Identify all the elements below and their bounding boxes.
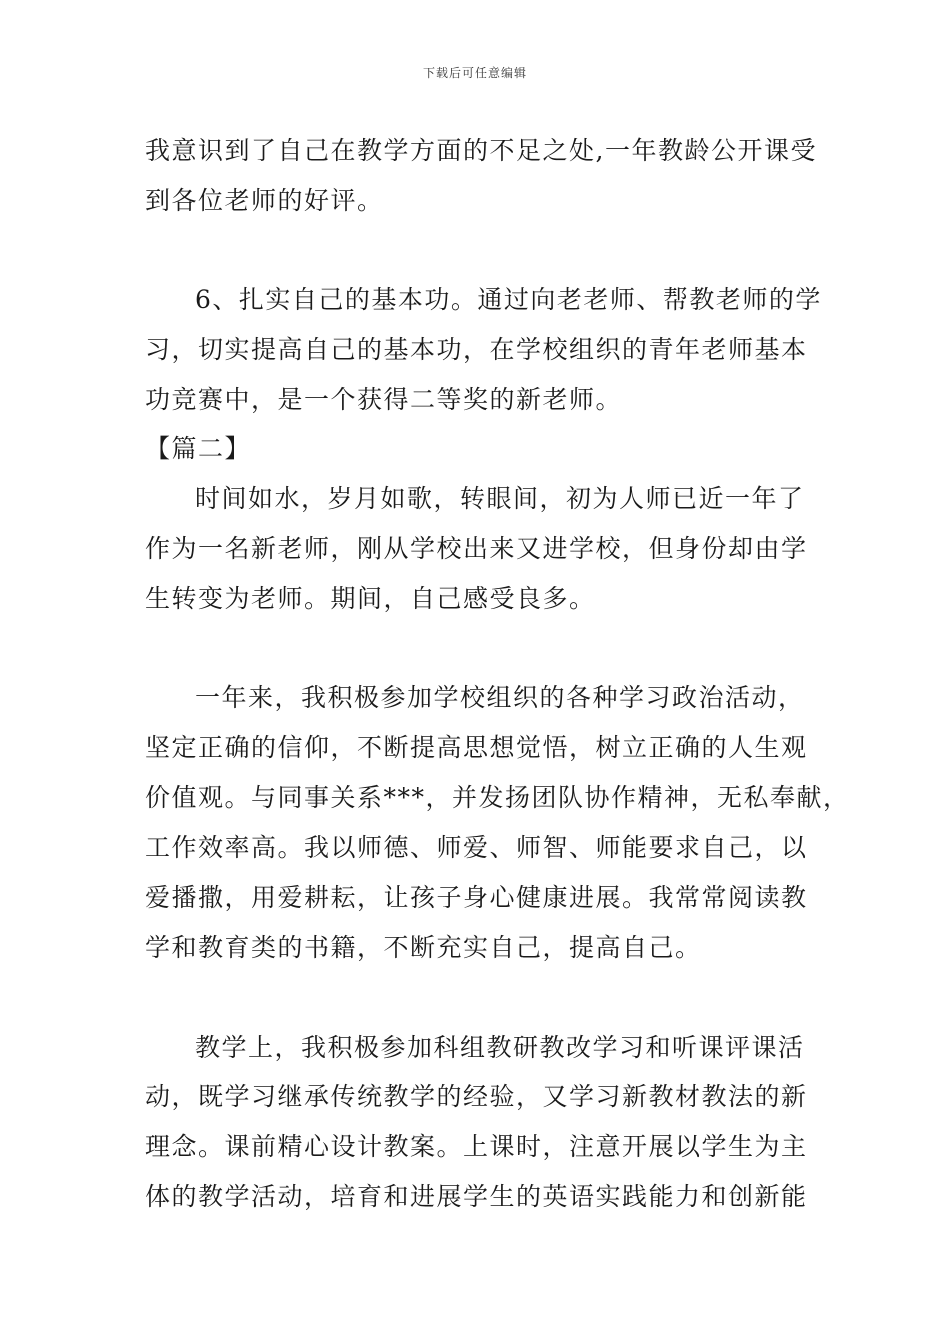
text-line: 坚定正确的信仰，不断提高思想觉悟，树立正确的人生观	[145, 733, 808, 762]
text-line: 6、扎实自己的基本功。通过向老老师、帮教老师的学	[195, 285, 822, 314]
section-heading: 【篇二】	[145, 434, 252, 463]
page-header: 下载后可任意编辑	[422, 66, 527, 80]
text-line: 体的教学活动，培育和进展学生的英语实践能力和创新能	[145, 1182, 808, 1211]
text-line: 理念。课前精心设计教案。上课时，注意开展以学生为主	[145, 1132, 808, 1161]
text-line: 习，切实提高自己的基本功，在学校组织的青年老师基本	[145, 335, 808, 364]
text-line: 动，既学习继承传统教学的经验，又学习新教材教法的新	[145, 1082, 808, 1111]
text-line: 工作效率高。我以师德、师爱、师智、师能要求自己，以	[145, 833, 808, 862]
text-line: 爱播撒，用爱耕耘，让孩子身心健康进展。我常常阅读教	[145, 883, 808, 912]
text-line: 教学上，我积极参加科组教研教改学习和听课评课活	[195, 1033, 805, 1062]
text-line: 我意识到了自己在教学方面的不足之处,一年教龄公开课受	[145, 136, 817, 165]
text-line: 时间如水，岁月如歌，转眼间，初为人师已近一年了	[195, 484, 805, 513]
text-line: 到各位老师的好评。	[145, 186, 384, 215]
text-line: 功竞赛中，是一个获得二等奖的新老师。	[145, 385, 623, 414]
text-line: 生转变为老师。期间，自己感受良多。	[145, 584, 596, 613]
text-line: 价值观。与同事关系***，并发扬团队协作精神，无私奉献，	[145, 783, 850, 812]
text-line: 学和教育类的书籍，不断充实自己，提高自己。	[145, 933, 702, 962]
text-line: 作为一名新老师，刚从学校出来又进学校，但身份却由学	[145, 534, 808, 563]
text-line: 一年来，我积极参加学校组织的各种学习政治活动，	[195, 683, 805, 712]
